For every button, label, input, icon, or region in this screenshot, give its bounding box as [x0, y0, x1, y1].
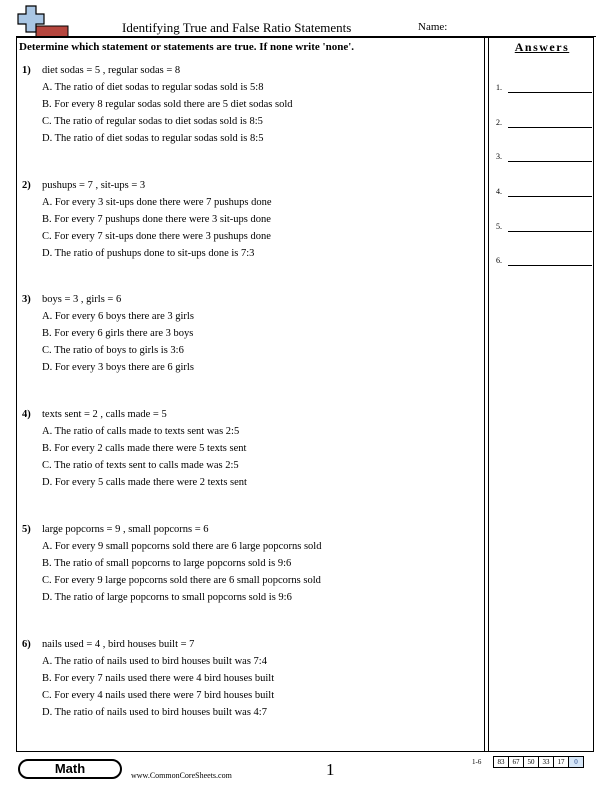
score-box: 67 — [508, 756, 524, 768]
answer-blank-4[interactable] — [496, 185, 594, 199]
option-b: B. For every 7 nails used there were 4 bird houses built — [42, 673, 275, 684]
option-b: B. The ratio of small popcorns to large popcorns sold is 9:6 — [42, 558, 292, 569]
option-b: B. For every 6 girls there are 3 boys — [42, 328, 194, 339]
question-stem: nails used = 4 , bird houses built = 7 — [42, 639, 195, 650]
option-b: B. For every 7 pushups done there were 3 sit-ups done — [42, 214, 271, 225]
question-number: 4) — [22, 409, 31, 420]
score-box: 17 — [553, 756, 569, 768]
question-number: 5) — [22, 524, 31, 535]
answer-number: 6. — [496, 256, 502, 265]
option-c: C. For every 7 sit-ups done there were 3 pushups done — [42, 231, 271, 242]
answer-line — [508, 231, 592, 232]
option-a: A. For every 6 boys there are 3 girls — [42, 311, 194, 322]
answer-number: 1. — [496, 83, 502, 92]
page-number: 1 — [326, 760, 335, 779]
answer-line — [508, 92, 592, 93]
score-boxes — [494, 756, 584, 768]
score-box: 83 — [493, 756, 509, 768]
option-d: D. The ratio of nails used to bird houses built was 4:7 — [42, 707, 267, 718]
subject-badge: Math — [18, 759, 122, 779]
answers-heading: Answers — [514, 40, 570, 54]
name-label: Name: — [418, 21, 448, 33]
option-d: D. For every 3 boys there are 6 girls — [42, 362, 194, 373]
option-a: A. For every 3 sit-ups done there were 7 pushups done — [42, 197, 272, 208]
option-d: D. The ratio of diet sodas to regular sodas sold is 8:5 — [42, 133, 264, 144]
question-number: 3) — [22, 294, 31, 305]
option-c: C. For every 9 large popcorns sold there are 6 small popcorns sold — [42, 575, 321, 586]
option-c: C. The ratio of texts sent to calls made was 2:5 — [42, 460, 239, 471]
answer-number: 3. — [496, 152, 502, 161]
score-box: 33 — [538, 756, 554, 768]
worksheet-title: Identifying True and False Ratio Statements — [122, 20, 352, 35]
option-a: A. For every 9 small popcorns sold there are 6 large popcorns sold — [42, 541, 322, 552]
column-divider — [484, 37, 485, 752]
question-stem: texts sent = 2 , calls made = 5 — [42, 409, 167, 420]
question-stem: pushups = 7 , sit-ups = 3 — [42, 180, 146, 191]
answer-number: 4. — [496, 187, 502, 196]
option-c: C. The ratio of regular sodas to diet sodas sold is 8:5 — [42, 116, 263, 127]
option-a: A. The ratio of calls made to texts sent was 2:5 — [42, 426, 240, 437]
option-d: D. For every 5 calls made there were 2 texts sent — [42, 477, 247, 488]
column-divider — [488, 37, 489, 752]
plus-logo-icon — [16, 4, 70, 38]
question-number: 1) — [22, 65, 31, 76]
option-b: B. For every 8 regular sodas sold there are 5 diet sodas sold — [42, 99, 293, 110]
answer-line — [508, 161, 592, 162]
site-url: www.CommonCoreSheets.com — [131, 771, 232, 780]
score-box: 50 — [523, 756, 539, 768]
answer-blank-6[interactable] — [496, 254, 594, 268]
question-range: 1-6 — [472, 758, 482, 766]
answer-blank-3[interactable] — [496, 150, 594, 164]
instructions: Determine which statement or statements are true. If none write 'none'. — [19, 41, 355, 53]
question-stem: boys = 3 , girls = 6 — [42, 294, 122, 305]
answer-blank-5[interactable] — [496, 220, 594, 234]
question-stem: diet sodas = 5 , regular sodas = 8 — [42, 65, 181, 76]
option-a: A. The ratio of diet sodas to regular sodas sold is 5:8 — [42, 82, 264, 93]
question-number: 6) — [22, 639, 31, 650]
answer-line — [508, 265, 592, 266]
answer-number: 5. — [496, 222, 502, 231]
answer-line — [508, 127, 592, 128]
question-stem: large popcorns = 9 , small popcorns = 6 — [42, 524, 209, 535]
question-number: 2) — [22, 180, 31, 191]
option-c: C. For every 4 nails used there were 7 bird houses built — [42, 690, 275, 701]
answer-line — [508, 196, 592, 197]
answer-blank-2[interactable] — [496, 116, 594, 130]
score-box: 0 — [568, 756, 584, 768]
answer-number: 2. — [496, 118, 502, 127]
option-a: A. The ratio of nails used to bird houses built was 7:4 — [42, 656, 267, 667]
option-b: B. For every 2 calls made there were 5 texts sent — [42, 443, 247, 454]
option-c: C. The ratio of boys to girls is 3:6 — [42, 345, 184, 356]
option-d: D. The ratio of large popcorns to small popcorns sold is 9:6 — [42, 592, 292, 603]
footer — [16, 752, 594, 792]
option-d: D. The ratio of pushups done to sit-ups done is 7:3 — [42, 248, 255, 259]
answer-blank-1[interactable] — [496, 81, 594, 95]
